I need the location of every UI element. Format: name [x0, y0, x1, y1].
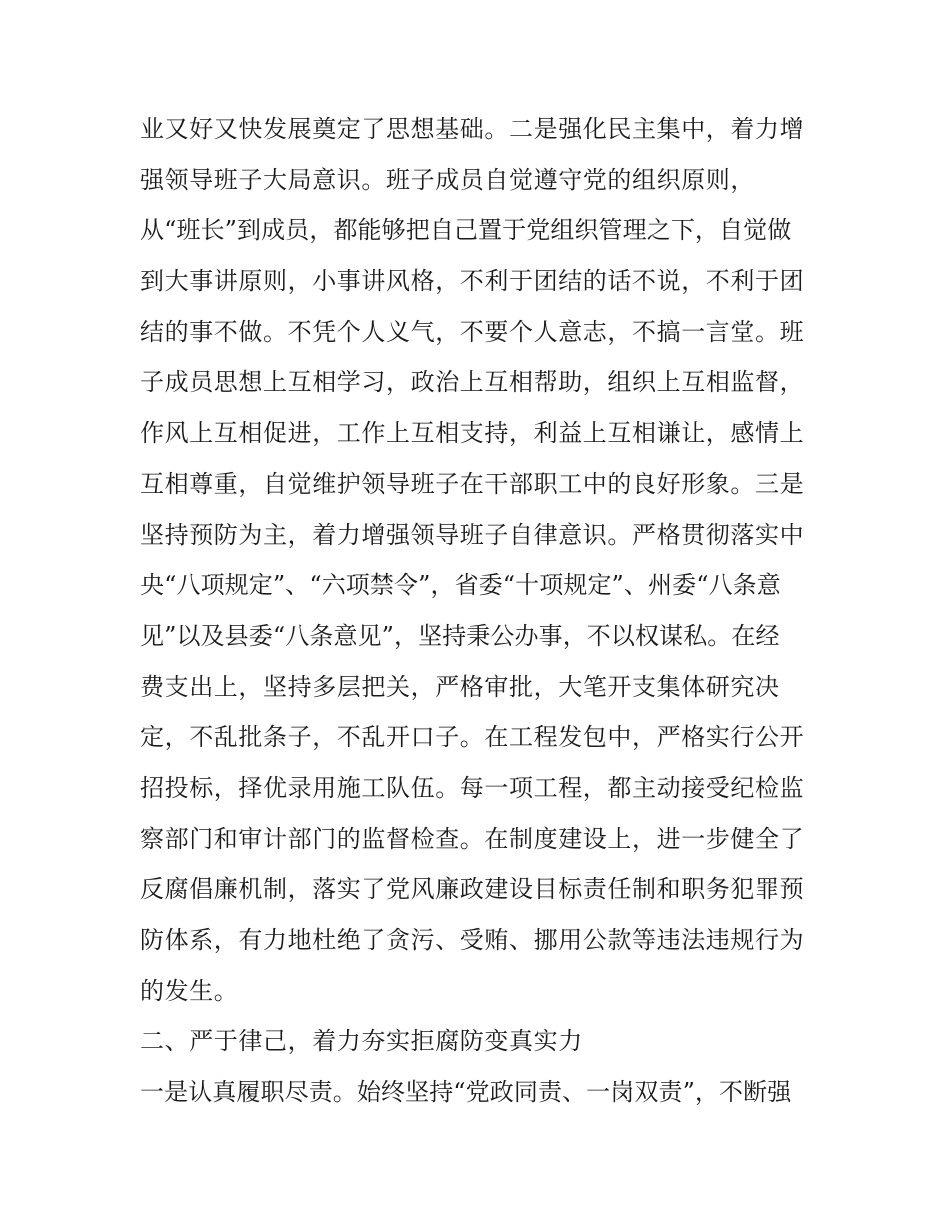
section-heading: 二、严于律己，着力夯实拒腐防变真实力 — [140, 1027, 583, 1056]
text-line: 反腐倡廉机制，落实了党风廉政建设目标责任制和职务犯罪预 — [140, 875, 805, 904]
text-line: 作风上互相促进，工作上互相支持，利益上互相谦让，感情上 — [140, 419, 805, 448]
text-line: 从“班长”到成员，都能够把自己置于党组织管理之下，自觉做 — [140, 216, 792, 245]
text-line: 坚持预防为主，着力增强领导班子自律意识。严格贯彻落实中 — [140, 520, 805, 549]
text-line: 强领导班子大局意识。班子成员自觉遵守党的组织原则， — [140, 165, 755, 194]
text-line: 结的事不做。不凭个人义气，不要个人意志，不搞一言堂。班 — [140, 317, 805, 346]
text-line: 的发生。 — [140, 976, 239, 1005]
text-line: 到大事讲原则，小事讲风格，不利于团结的话不说，不利于团 — [140, 267, 805, 296]
text-line: 业又好又快发展奠定了思想基础。二是强化民主集中，着力增 — [140, 115, 805, 143]
text-line: 费支出上，坚持多层把关，严格审批，大笔开支集体研究决 — [140, 672, 780, 701]
text-line: 子成员思想上互相学习，政治上互相帮助，组织上互相监督， — [140, 368, 805, 397]
text-line: 招投标，择优录用施工队伍。每一项工程，都主动接受纪检监 — [140, 773, 805, 802]
text-line: 防体系，有力地杜绝了贪污、受贿、挪用公款等违法违规行为 — [140, 926, 805, 954]
body-text — [140, 104, 820, 1118]
text-line: 见”以及县委“八条意见”，坚持秉公办事，不以权谋私。在经 — [140, 621, 780, 650]
text-line: 察部门和审计部门的监督检查。在制度建设上，进一步健全了 — [140, 824, 805, 853]
text-line: 定，不乱批条子，不乱开口子。在工程发包中，严格实行公开 — [140, 723, 805, 752]
text-line: 一是认真履职尽责。始终坚持“党政同责、一岗双责”，不断强 — [140, 1078, 792, 1107]
text-line: 央“八项规定”、“六项禁令”，省委“十项规定”、州委“八条意 — [140, 571, 781, 600]
text-line: 互相尊重，自觉维护领导班子在干部职工中的良好形象。三是 — [140, 469, 805, 498]
